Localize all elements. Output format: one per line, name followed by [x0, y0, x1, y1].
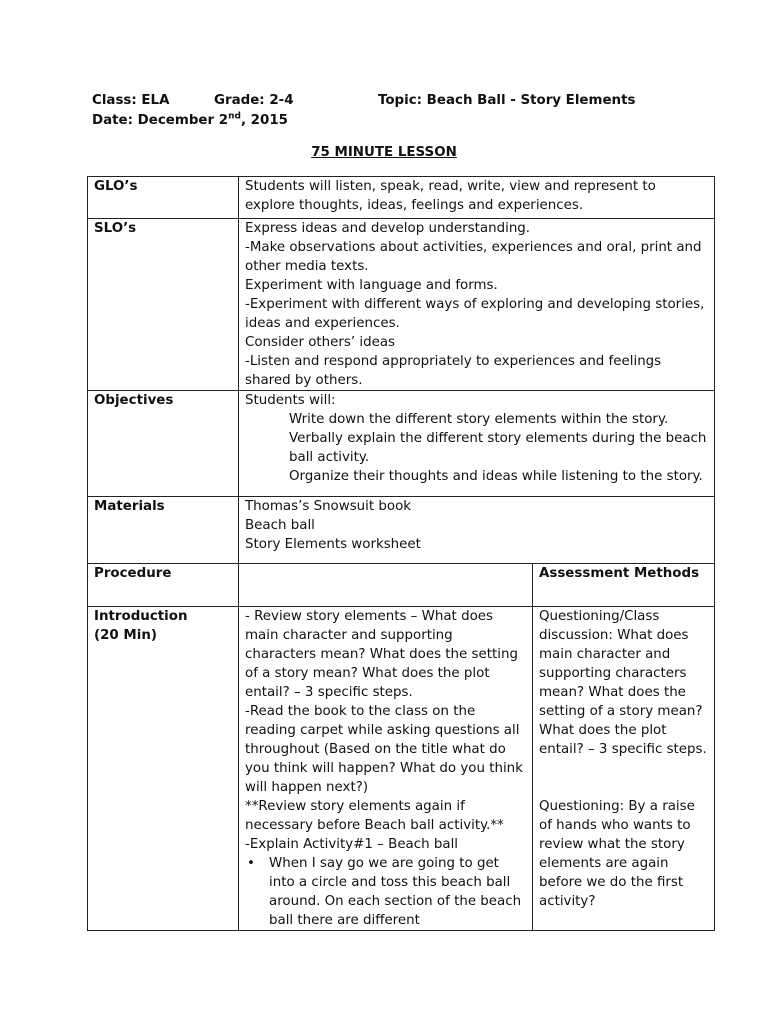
objective-item: Organize their thoughts and ideas while listening to the story.: [289, 469, 703, 484]
date-year: , 2015: [240, 113, 288, 128]
objectives-label: Objectives: [88, 391, 239, 497]
slo-line: Express ideas and develop understanding.: [245, 221, 531, 236]
header-class: Class: ELA: [92, 93, 170, 108]
header-grade: Grade: 2-4: [214, 93, 294, 108]
material-item: Beach ball: [245, 518, 315, 533]
introduction-label: [88, 607, 239, 931]
row-introduction: [88, 607, 715, 931]
row-objectives: [88, 391, 715, 497]
lesson-plan-table: [87, 176, 715, 931]
objectives-content: [239, 391, 715, 497]
introduction-duration: (20 Min): [94, 628, 157, 643]
date-text: Date: December 2: [92, 113, 229, 128]
materials-label: Materials: [88, 497, 239, 564]
slo-line: -Listen and respond appropriately to experiences and feelings shared by others.: [245, 354, 662, 388]
header-topic: Topic: Beach Ball - Story Elements: [378, 93, 636, 108]
introduction-assessment: [533, 607, 715, 931]
glos-text: Students will listen, speak, read, write, view and represent to explore thoughts, ideas, feelings and experiences.: [239, 177, 715, 219]
assessment-item: Questioning/Class discussion: What does main character and supporting characters mean? What does the setting of a story mean? What does the plot entail? – 3 specific steps.: [539, 609, 707, 757]
objectives-intro: Students will:: [245, 393, 336, 408]
row-glos: [88, 177, 715, 219]
material-item: Story Elements worksheet: [245, 537, 421, 552]
slo-line: -Experiment with different ways of exploring and developing stories, ideas and experiences.: [245, 297, 705, 331]
row-procedure: [88, 564, 715, 607]
date-superscript: nd: [228, 111, 241, 122]
assessment-item: Questioning: By a raise of hands who wants to review what the story elements are again before we do the first activity?: [539, 799, 695, 909]
slo-line: Experiment with language and forms.: [245, 278, 498, 293]
procedure-label: Procedure: [88, 564, 239, 607]
assessment-spacer: [539, 759, 709, 797]
intro-line: -Explain Activity#1 – Beach ball: [245, 837, 459, 852]
intro-bullet-list: [245, 854, 527, 930]
intro-line: -Read the book to the class on the reading carpet while asking questions all throughout (Based on the title what do you think will happen? What do you think will happen next?): [245, 704, 523, 795]
intro-bullet-item: • When I say go we are going to get into a circle and toss this beach ball around. On each section of the beach ball there are different: [245, 854, 527, 930]
materials-content: [239, 497, 715, 564]
glos-label: GLO’s: [88, 177, 239, 219]
slos-label: SLO’s: [88, 219, 239, 391]
header-date: [92, 111, 288, 130]
lesson-title: 75 MINUTE LESSON: [311, 145, 457, 160]
slo-line: -Make observations about activities, experiences and oral, print and other media texts.: [245, 240, 702, 274]
introduction-title: Introduction: [94, 609, 188, 624]
introduction-content: [239, 607, 533, 931]
objective-item: Write down the different story elements within the story.: [289, 412, 669, 427]
objective-item: Verbally explain the different story elements during the beach ball activity.: [289, 431, 707, 465]
slos-content: [239, 219, 715, 391]
assessment-header: Assessment Methods: [533, 564, 715, 607]
row-slos: [88, 219, 715, 391]
intro-line: **Review story elements again if necessary before Beach ball activity.**: [245, 799, 504, 833]
intro-line: - Review story elements – What does main character and supporting characters mean? What does the setting of a story mean? What does the plot entail? – 3 specific steps.: [245, 609, 518, 700]
material-item: Thomas’s Snowsuit book: [245, 499, 412, 514]
slo-line: Consider others’ ideas: [245, 335, 396, 350]
row-materials: [88, 497, 715, 564]
procedure-middle: [239, 564, 533, 607]
